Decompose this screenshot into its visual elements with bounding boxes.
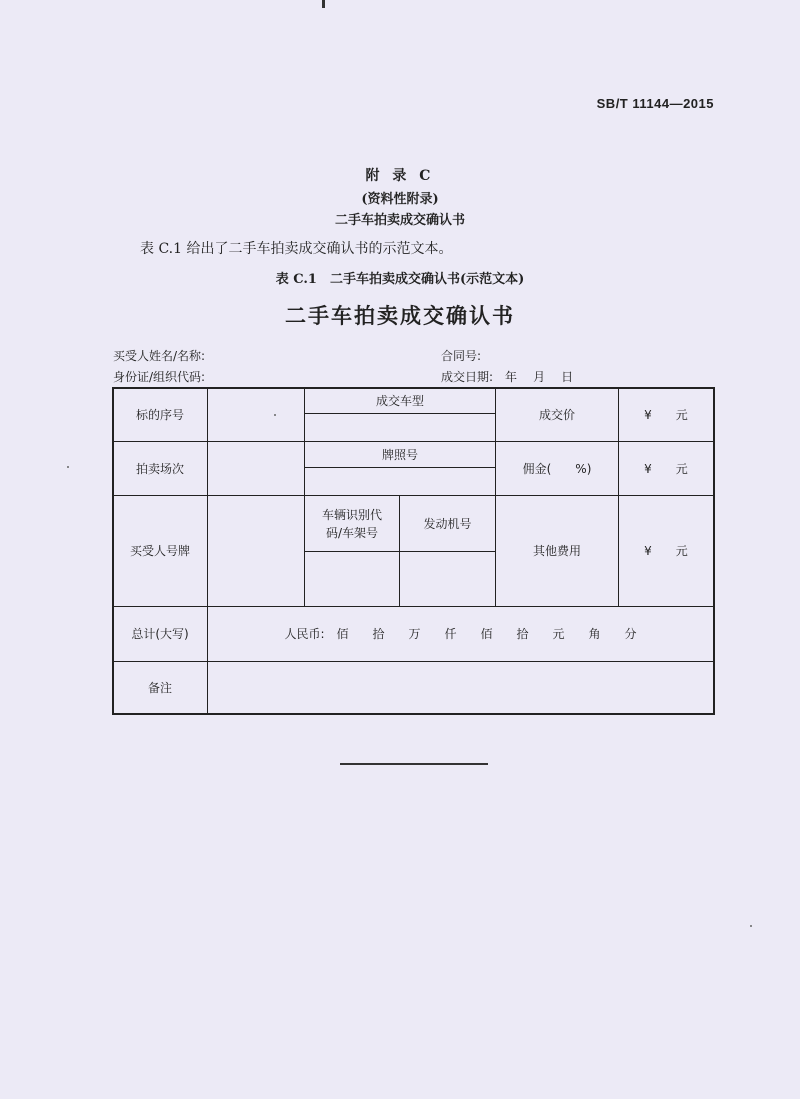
plate-number-label: 牌照号 bbox=[381, 447, 418, 462]
date-year: 年 bbox=[505, 370, 518, 384]
contract-number-label: 合同号: bbox=[441, 349, 482, 363]
lot-number-label: 标的序号 bbox=[135, 407, 184, 422]
subrow-line bbox=[304, 467, 495, 468]
deal-date-label: 成交日期: bbox=[441, 370, 494, 384]
deal-price-currency: ¥ 元 bbox=[644, 407, 688, 422]
table-border-bottom bbox=[112, 713, 715, 715]
intro-text: 表 C.1 给出了二手车拍卖成交确认书的示范文本。 bbox=[140, 241, 453, 257]
document-title: 二手车拍卖成交确认书 bbox=[285, 304, 515, 328]
commission-label: 佣金( %) bbox=[522, 461, 592, 476]
vehicle-model-label: 成交车型 bbox=[375, 393, 424, 408]
col-line bbox=[207, 387, 208, 715]
scan-mark bbox=[322, 0, 325, 8]
commission-currency: ¥ 元 bbox=[644, 461, 688, 476]
table-caption: 表 C.1 二手车拍卖成交确认书(示范文本) bbox=[275, 272, 525, 287]
bidder-card-label: 买受人号牌 bbox=[129, 544, 190, 558]
date-month: 月 bbox=[533, 370, 546, 384]
vin-frame-line1: 车辆识别代 bbox=[321, 507, 382, 522]
session-label: 拍卖场次 bbox=[135, 461, 184, 476]
vin-frame-line2: 码/车架号 bbox=[325, 525, 379, 540]
scan-speck bbox=[750, 925, 752, 927]
id-code-label: 身份证/组织代码: bbox=[113, 370, 206, 384]
scan-speck bbox=[274, 414, 276, 416]
deal-date-field bbox=[441, 368, 573, 385]
date-day: 日 bbox=[561, 370, 574, 384]
appendix-title: 附 录 C bbox=[365, 168, 435, 184]
appendix-subtitle: (资料性附录) bbox=[361, 192, 439, 207]
remarks-label: 备注 bbox=[147, 680, 172, 695]
scan-speck bbox=[67, 466, 69, 468]
engine-number-label: 发动机号 bbox=[423, 516, 472, 531]
deal-price-label: 成交价 bbox=[538, 407, 575, 422]
end-rule bbox=[340, 763, 488, 765]
subrow-line bbox=[304, 413, 495, 414]
other-fees-currency: ¥ 元 bbox=[644, 544, 688, 558]
appendix-name: 二手车拍卖成交确认书 bbox=[334, 213, 465, 228]
vin-frame-label bbox=[305, 496, 399, 551]
buyer-name-label: 买受人姓名/名称: bbox=[113, 349, 206, 363]
total-label: 总计(大写) bbox=[131, 627, 189, 641]
standard-number: SB/T 11144—2015 bbox=[596, 96, 714, 111]
total-amount-words: 人民币: 佰 拾 万 仟 佰 拾 元 角 分 bbox=[284, 627, 637, 641]
other-fees-label: 其他费用 bbox=[532, 544, 581, 558]
table-border-right bbox=[713, 387, 715, 715]
